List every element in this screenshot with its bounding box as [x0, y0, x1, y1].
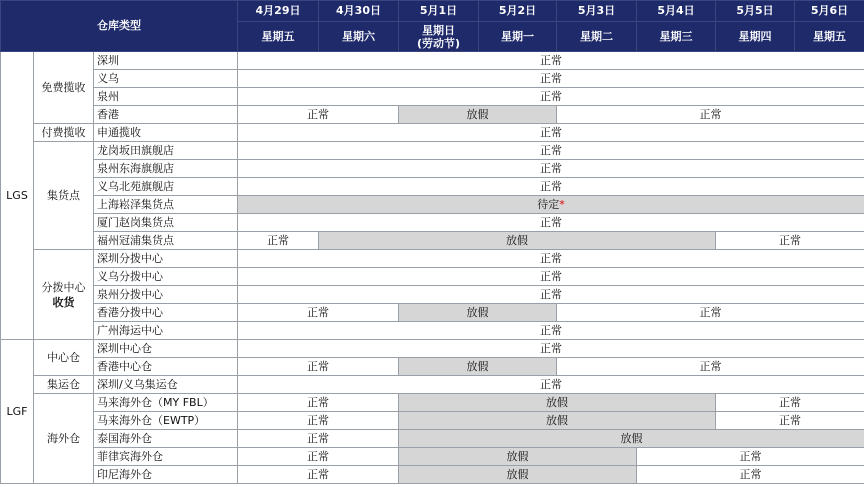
asterisk-mark: *: [559, 198, 565, 211]
status-cell: 正常: [238, 70, 864, 88]
date-header: 5月5日: [716, 1, 795, 22]
row-name: 深圳分拨中心: [94, 250, 238, 268]
status-cell: 正常: [238, 160, 864, 178]
table-row: [1, 178, 864, 196]
date-header: 5月6日: [795, 1, 864, 22]
subgroup-sorting-center: [34, 250, 94, 340]
row-name: 广州海运中心: [94, 322, 238, 340]
table-row: [1, 322, 864, 340]
row-name: 泉州分拨中心: [94, 286, 238, 304]
status-cell: 正常: [238, 250, 864, 268]
table-row: [1, 214, 864, 232]
weekday-header: [399, 22, 479, 52]
table-row: [1, 268, 864, 286]
row-name: 印尼海外仓: [94, 466, 238, 484]
date-header: 5月3日: [557, 1, 637, 22]
status-cell: 正常: [238, 88, 864, 106]
row-name: 泰国海外仓: [94, 430, 238, 448]
row-name: 深圳: [94, 52, 238, 70]
status-cell: 正常: [238, 178, 864, 196]
status-cell-closed: 放假: [399, 430, 864, 448]
weekday-header: 星期一: [479, 22, 557, 52]
status-cell: 正常: [557, 358, 864, 376]
table-row: [1, 448, 864, 466]
table-row: [1, 412, 864, 430]
row-name: 香港: [94, 106, 238, 124]
date-header: 5月4日: [637, 1, 716, 22]
weekday-header: 星期三: [637, 22, 716, 52]
status-cell: 正常: [238, 430, 399, 448]
status-cell: 正常: [637, 448, 864, 466]
date-header: 5月2日: [479, 1, 557, 22]
status-cell: 正常: [238, 106, 399, 124]
status-cell: 正常: [238, 448, 399, 466]
status-cell-closed: 放假: [399, 448, 637, 466]
table-row: [1, 52, 864, 70]
weekday-header: 星期四: [716, 22, 795, 52]
weekday-header: 星期二: [557, 22, 637, 52]
status-cell: 正常: [238, 214, 864, 232]
subgroup-paid-pickup: 付费揽收: [34, 124, 94, 142]
row-name: 义乌分拨中心: [94, 268, 238, 286]
subgroup-consolidation-point: 集货点: [34, 142, 94, 250]
weekday-label: 星期日: [422, 23, 455, 37]
group-lgf: LGF: [1, 340, 34, 484]
row-name: 龙岗坂田旗舰店: [94, 142, 238, 160]
status-cell-closed: 放假: [399, 412, 716, 430]
status-cell: 正常: [238, 52, 864, 70]
status-cell: 正常: [238, 232, 319, 250]
subgroup-free-pickup: 免费揽收: [34, 52, 94, 124]
table-row: [1, 466, 864, 484]
status-cell: 正常: [716, 394, 864, 412]
status-cell-closed: 放假: [399, 304, 557, 322]
header-warehouse-type: 仓库类型: [1, 1, 238, 52]
table-row: [1, 430, 864, 448]
row-name: 香港分拨中心: [94, 304, 238, 322]
status-cell: 正常: [637, 466, 864, 484]
status-cell: 正常: [238, 358, 399, 376]
row-name: 福州冠浦集货点: [94, 232, 238, 250]
row-name: 香港中心仓: [94, 358, 238, 376]
table-row: [1, 304, 864, 322]
weekday-header: 星期五: [238, 22, 319, 52]
weekday-header: 星期六: [319, 22, 399, 52]
row-name: 马来海外仓（EWTP）: [94, 412, 238, 430]
weekday-header: 星期五: [795, 22, 864, 52]
status-cell: 正常: [238, 376, 864, 394]
sorting-receive-label: 收货: [52, 295, 75, 309]
date-header: 4月30日: [319, 1, 399, 22]
status-cell: 正常: [716, 232, 864, 250]
status-cell: 正常: [238, 304, 399, 322]
status-cell-closed: 放假: [399, 466, 637, 484]
table-row: [1, 250, 864, 268]
table-row: [1, 232, 864, 250]
date-header: 5月1日: [399, 1, 479, 22]
status-cell-closed: 放假: [399, 358, 557, 376]
table-row: [1, 286, 864, 304]
status-cell: 正常: [716, 412, 864, 430]
table-row: [1, 160, 864, 178]
sorting-center-label: 分拨中心: [41, 280, 86, 294]
status-cell: 正常: [557, 106, 864, 124]
row-name: 泉州: [94, 88, 238, 106]
status-cell: 正常: [238, 394, 399, 412]
table-row: [1, 70, 864, 88]
subgroup-central-wh: 中心仓: [34, 340, 94, 376]
status-cell: 正常: [238, 412, 399, 430]
table-row: [1, 340, 864, 358]
status-cell-closed: 放假: [399, 394, 716, 412]
status-cell-pending: [238, 196, 864, 214]
table-row: [1, 106, 864, 124]
status-cell-closed: 放假: [319, 232, 716, 250]
subgroup-consolidation-wh: 集运仓: [34, 376, 94, 394]
subgroup-overseas-wh: 海外仓: [34, 394, 94, 484]
row-name: 申通揽收: [94, 124, 238, 142]
status-cell: 正常: [238, 142, 864, 160]
status-cell: 正常: [238, 286, 864, 304]
table-row: [1, 376, 864, 394]
row-name: 马来海外仓（MY FBL）: [94, 394, 238, 412]
table-row: [1, 88, 864, 106]
row-name: 义乌: [94, 70, 238, 88]
group-lgs: LGS: [1, 52, 34, 340]
table-row: [1, 142, 864, 160]
table-row: [1, 124, 864, 142]
table-row: [1, 394, 864, 412]
status-cell: 正常: [238, 340, 864, 358]
status-cell: 正常: [557, 304, 864, 322]
table-row: [1, 196, 864, 214]
status-cell: 正常: [238, 322, 864, 340]
row-name: 深圳/义乌集运仓: [94, 376, 238, 394]
date-header: 4月29日: [238, 1, 319, 22]
row-name: 上海崧泽集货点: [94, 196, 238, 214]
row-name: 厦门赵岗集货点: [94, 214, 238, 232]
status-cell: 正常: [238, 124, 864, 142]
status-cell: 正常: [238, 466, 399, 484]
holiday-note: (劳动节): [416, 36, 461, 50]
row-name: 菲律宾海外仓: [94, 448, 238, 466]
row-name: 义乌北苑旗舰店: [94, 178, 238, 196]
pending-label: 待定: [537, 198, 560, 211]
status-cell-closed: 放假: [399, 106, 557, 124]
row-name: 深圳中心仓: [94, 340, 238, 358]
status-cell: 正常: [238, 268, 864, 286]
table-row: [1, 358, 864, 376]
row-name: 泉州东海旗舰店: [94, 160, 238, 178]
